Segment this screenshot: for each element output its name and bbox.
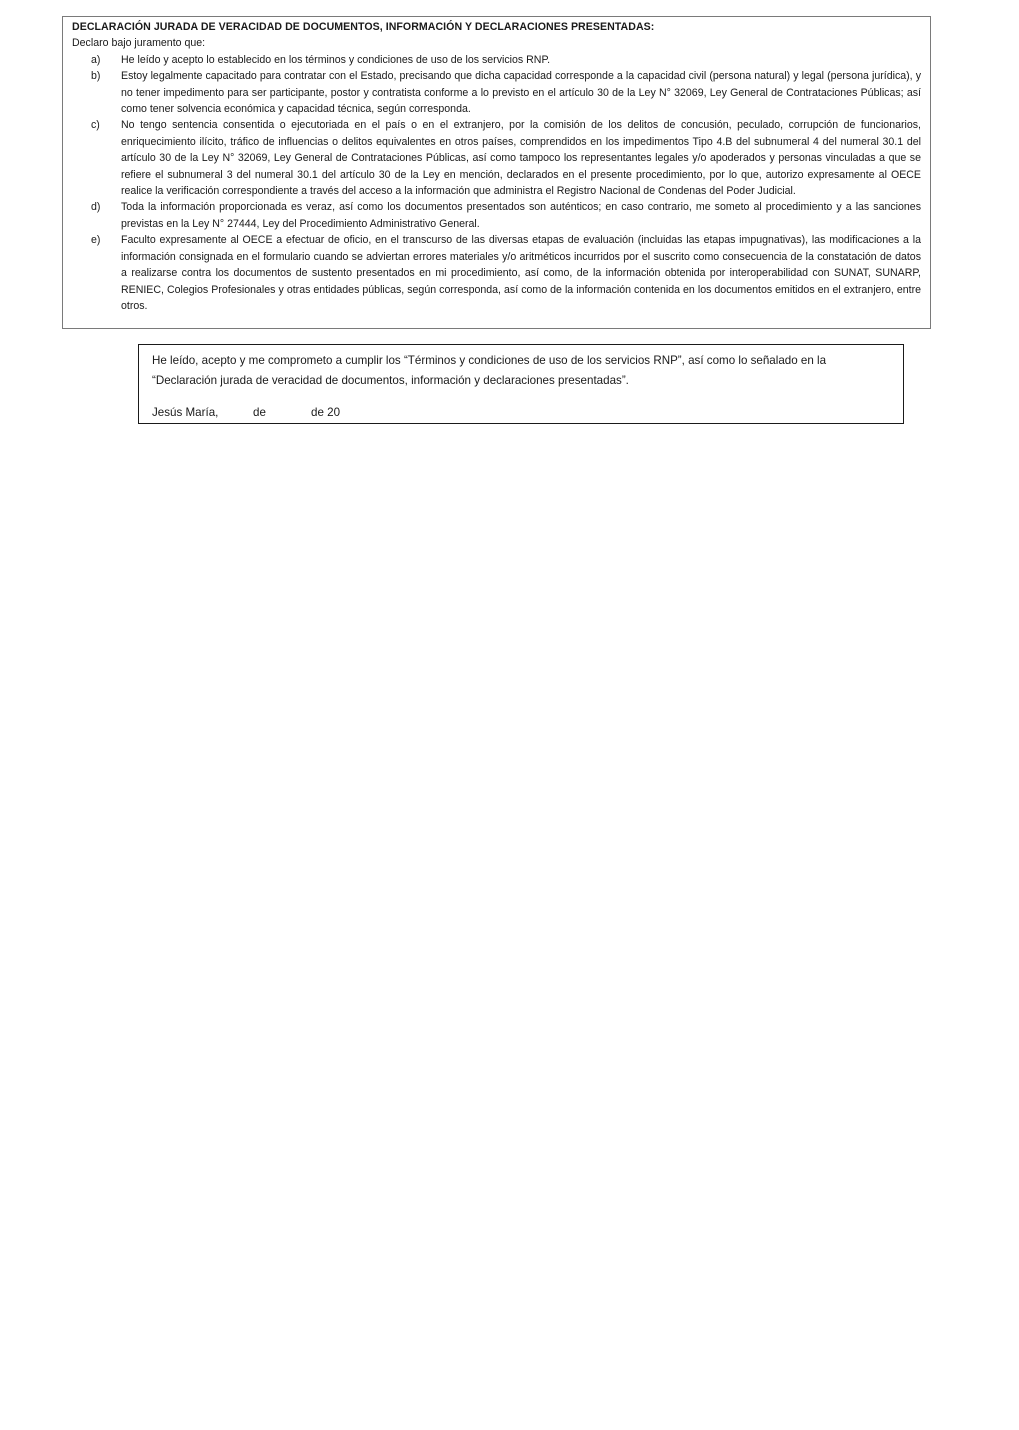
place-name: Jesús María, bbox=[152, 406, 219, 419]
declaration-item-c bbox=[72, 117, 921, 199]
item-letter: e) bbox=[91, 234, 101, 247]
item-text: Toda la información proporcionada es veraz, así como los documentos presentados son auténticos; en caso contrario, me someto al procedimiento y a las sanciones previstas en la Ley N° 27444, Ley del Procedimiento Administrativo General. bbox=[121, 201, 921, 230]
acknowledgement-box bbox=[138, 344, 904, 424]
acknowledgement-text: He leído, acepto y me comprometo a cumplir los “Términos y condiciones de uso de los servicios RNP”, así como lo señalado en la “Declaración jurada de veracidad de documentos, información y declaraciones presentadas”. bbox=[152, 354, 827, 387]
declaration-item-b bbox=[72, 68, 921, 117]
item-text: Estoy legalmente capacitado para contratar con el Estado, precisando que dicha capacidad corresponde a la capacidad civil (persona natural) y legal (persona jurídica), y no tener impedimento para ser participante, postor y contratista conforme a lo previsto en el artículo 30 de la Ley N° 32069, Ley General de Contrataciones Públicas; así como tener solvencia económica y capacidad técnica, según corresponda. bbox=[121, 70, 921, 116]
item-text: Faculto expresamente al OECE a efectuar de oficio, en el transcurso de las diversas etapas de evaluación (incluidas las etapas impugnativas), las modificaciones a la información consignada en el formulario cuando se adviertan errores materiales y/o aritméticos incurridos por el suscrito como consecuencia de la constatación de datos a realizarse contra los documentos de sustento presentados en mi procedimiento, así como, de la información obtenida por interoperabilidad con SUNAT, SUNARP, RENIEC, Colegios Profesionales y otras entidades públicas, según corresponda, así como de la información contenida en los documentos emitidos en el extranjero, entre otros. bbox=[121, 234, 921, 312]
declaration-intro: Declaro bajo juramento que: bbox=[72, 37, 206, 50]
declaration-title: DECLARACIÓN JURADA DE VERACIDAD DE DOCUMENTOS, INFORMACIÓN Y DECLARACIONES PRESENTADAS: bbox=[72, 21, 655, 33]
item-letter: a) bbox=[91, 53, 101, 66]
declaration-list bbox=[72, 52, 921, 315]
date-connector-day: de bbox=[253, 406, 266, 419]
place-date-line bbox=[152, 403, 889, 423]
declaration-item-e bbox=[72, 232, 921, 314]
item-text: No tengo sentencia consentida o ejecutoriada en el país o en el extranjero, por la comisión de los delitos de concusión, peculado, corrupción de funcionarios, enriquecimiento ilícito, tráfico de influencias o delitos equivalentes en otros países, comprendidos en los impedimentos Tipo 4.B del subnumeral 4 del numeral 30.1 del artículo 30 de la Ley N° 32069, Ley General de Contrataciones Públicas, así como tampoco los representantes legales y/o apoderados y personas vinculadas a que se refiere el subnumeral 3 del numeral 30.1 del artículo 30 de la Ley en mención, declarados en el presente procedimiento, por lo que, autorizo expresamente al OECE realice la verificación correspondiente a través del acceso a la información que administra el Registro Nacional de Condenas del Poder Judicial. bbox=[121, 119, 921, 198]
item-letter: c) bbox=[91, 119, 100, 132]
declaration-item-a bbox=[72, 52, 921, 68]
item-text: He leído y acepto lo establecido en los términos y condiciones de uso de los servicios RNP. bbox=[121, 53, 551, 66]
sworn-declaration-box bbox=[62, 16, 931, 329]
date-connector-year: de 20 bbox=[311, 406, 341, 419]
declaration-item-d bbox=[72, 199, 921, 232]
item-letter: d) bbox=[91, 201, 101, 214]
item-letter: b) bbox=[91, 70, 101, 83]
